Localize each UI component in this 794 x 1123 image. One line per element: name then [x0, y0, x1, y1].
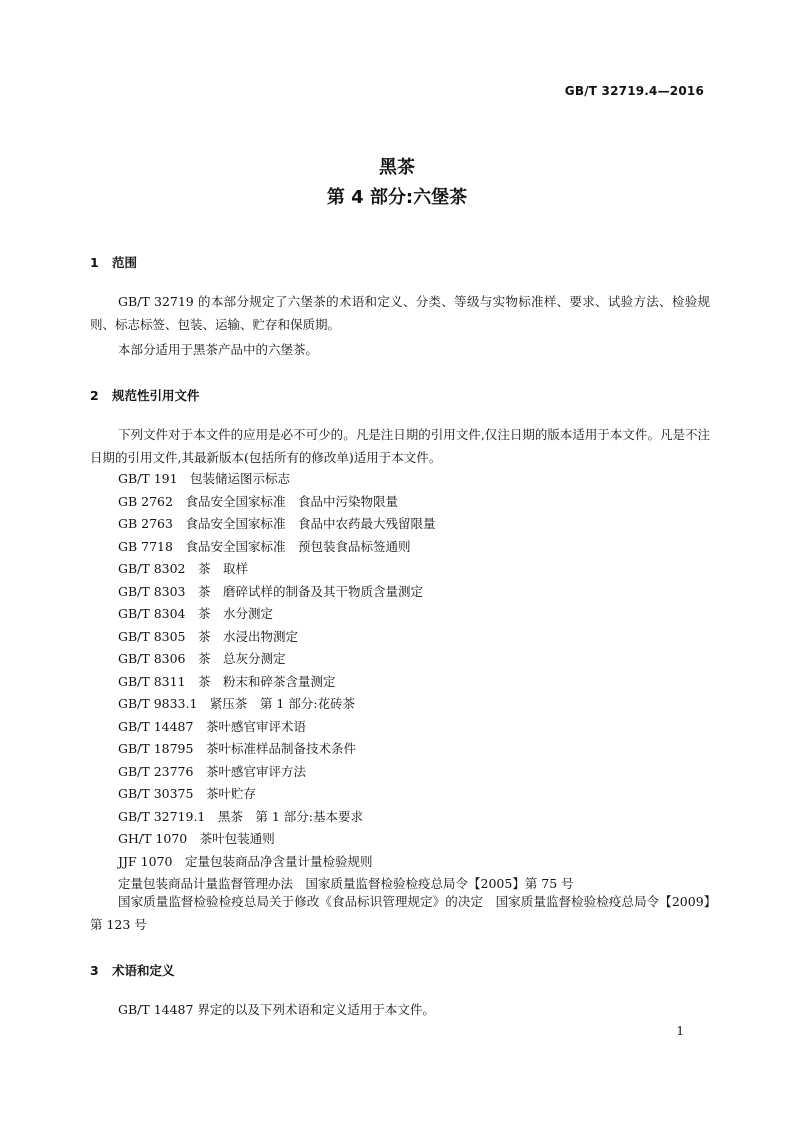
reference-item: GB/T 191 包装储运图示标志	[118, 471, 291, 486]
section-heading-normative-references	[90, 386, 200, 404]
reference-item: GB/T 8311 茶 粉末和碎茶含量测定	[118, 673, 336, 689]
section-heading-terms	[90, 961, 175, 979]
page-number: 1	[676, 1024, 684, 1038]
document-subtitle: 第 4 部分:六堡茶	[326, 187, 468, 208]
standard-code: GB/T 32719.4—2016	[564, 84, 704, 98]
reference-item: GB/T 23776 茶叶感官审评方法	[118, 763, 306, 779]
reference-item: GB 7718 食品安全国家标准 预包装食品标签通则	[118, 538, 411, 554]
reference-item: GB/T 9833.1 紧压茶 第 1 部分:花砖茶	[118, 696, 356, 711]
scope-paragraph-1: GB/T 32719 的本部分规定了六堡茶的术语和定义、分类、等级与实物标准样、要求、试验方法、检验规则、标志标签、包装、运输、贮存和保质期。	[90, 294, 710, 332]
reference-item: GH/T 1070 茶叶包装通则	[118, 831, 275, 846]
section-number: 2	[90, 388, 99, 403]
reference-item: GB/T 18795 茶叶标准样品制备技术条件	[118, 741, 356, 756]
reference-item: GB 2762 食品安全国家标准 食品中污染物限量	[118, 493, 398, 509]
section-title: 规范性引用文件	[112, 388, 200, 403]
reference-item: GB/T 8306 茶 总灰分测定	[118, 651, 286, 666]
section-number: 1	[90, 255, 99, 270]
section-number: 3	[90, 963, 99, 978]
reference-item: GB/T 30375 茶叶贮存	[118, 786, 256, 801]
normrefs-intro-paragraph: 下列文件对于本文件的应用是必不可少的。凡是注日期的引用文件,仅注日期的版本适用于本文件。凡是不注日期的引用文件,其最新版本(包括所有的修改单)适用于本文件。	[90, 427, 710, 465]
section-heading-scope	[90, 253, 137, 271]
reference-item: GB/T 14487 茶叶感官审评术语	[118, 718, 306, 734]
document-title: 黑茶	[379, 157, 415, 178]
scope-paragraph-2: 本部分适用于黑茶产品中的六堡茶。	[118, 342, 319, 357]
section-title: 术语和定义	[112, 963, 175, 978]
reference-item: GB/T 8305 茶 水浸出物测定	[118, 628, 299, 644]
reference-item: GB/T 8303 茶 磨碎试样的制备及其干物质含量测定	[118, 583, 424, 599]
reference-item-wrapped: 国家质量监督检验检疫总局关于修改《食品标识管理规定》的决定 国家质量监督检验检疫总局令【2009】第 123 号	[90, 894, 710, 932]
reference-item: 定量包装商品计量监督管理办法 国家质量监督检验检疫总局令【2005】第 75 号	[118, 876, 574, 891]
reference-item: GB 2763 食品安全国家标准 食品中农药最大残留限量	[118, 516, 436, 531]
section-title: 范围	[112, 255, 138, 270]
reference-item: GB/T 8304 茶 水分测定	[118, 606, 274, 621]
reference-item: GB/T 8302 茶 取样	[118, 561, 249, 576]
reference-item: JJF 1070 定量包装商品净含量计量检验规则	[118, 853, 373, 869]
reference-item: GB/T 32719.1 黑茶 第 1 部分:基本要求	[118, 808, 363, 824]
terms-paragraph: GB/T 14487 界定的以及下列术语和定义适用于本文件。	[118, 1002, 435, 1017]
reference-list	[118, 468, 574, 896]
